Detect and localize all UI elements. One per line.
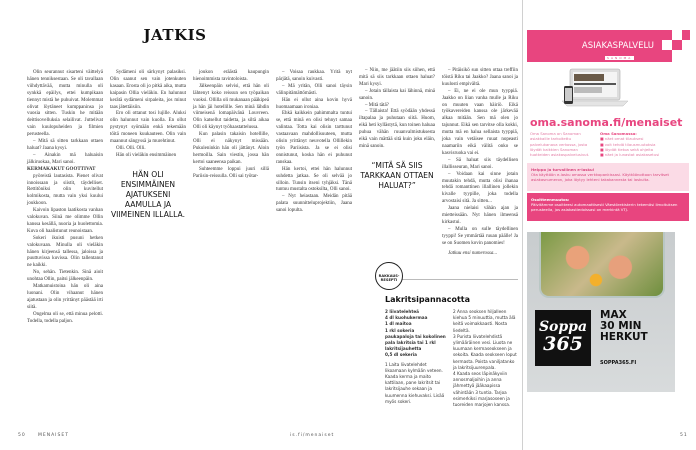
article-paragraph: Jälkeenpäin selvisi, että hän oli lähtenyt koko reissun sen työpaikan vuoksi. Ollilla oli mukanaan pääkipeä ja hän jäi hotellille. Sen minä lähdin viimeisenä lomapäivänä Louvreen. Olin katsellut taidetta, ja siltä aikaa Olli oli käynyt työhaastattelussa. bbox=[193, 83, 269, 131]
recipe-step: 2 Anna seoksen hiljalleen kiehua 5 minuuttia, mutta älä keitä voimakkaasti. Nosta liedeltä. bbox=[453, 309, 516, 333]
soppa365-logo: Soppa 365 bbox=[535, 310, 591, 366]
article-paragraph: Sydämeni oli särkynyt palasiksi. Olin saanut sen vain jotenkuten kasaan. Erosta oli jo pitkä aika, mutta kaipasin Ollia vieläkin. En halunnut kerätä sydämeni sirpaleita, jos minut taas jätettäisiin. bbox=[110, 70, 186, 110]
ebill-box bbox=[527, 163, 689, 191]
ebill-title: Helppo ja turvallinen e-lasku! bbox=[531, 167, 595, 172]
recipe-step-1: 1 Laita liivatelehdet likoamaan kylmään veteen. Kaada kerma ja maito kattilaan, pane lakritsit tai lakritsijauhe sekaan ja kuumenna kiehuvaksi. Lisää myös sokeri. bbox=[385, 361, 445, 404]
site-url: is.fi/menaiset bbox=[290, 433, 335, 438]
article-paragraph: – Mä yritän, Olli sanoi täysin välinpitämättömästi. bbox=[276, 83, 352, 96]
article-paragraph: Hän oli vieläkin ensimmäinen bbox=[116, 152, 177, 158]
ingredient: 0,5 dl sekeria bbox=[385, 352, 417, 358]
article-paragraph: Sokeri ikuisti pusuni hetken valokuvaan. Minulla oli vieläkin hänen kirjeensä tallessa, jaloissa ja puuttuvissa kuvissa. Olin tallentanut ne kaikki. bbox=[27, 235, 103, 269]
article-paragraph: – Ainakin mä haluaisin jälkiruokaa, Mari sanoi. bbox=[27, 152, 103, 165]
pixel-square-icon bbox=[672, 40, 682, 50]
article-paragraph: – Nyt heiastaan. Meidän pitää palata suunnitteluprojektiin, Jaana sanoi lopulta. bbox=[276, 194, 352, 214]
address-change-box bbox=[527, 193, 689, 221]
page-number-right: 51 bbox=[680, 433, 688, 438]
magazine-name: MENAISET bbox=[38, 433, 69, 438]
list-item: ■ voit tehdä tilausmuutoksia bbox=[600, 142, 690, 147]
customer-service-banner bbox=[527, 30, 662, 62]
banner-title: ASIAKASPALVELU bbox=[581, 41, 654, 51]
article-paragraph: Hän ei ollut aina kovin hyvä huomaamaan ironiaa. bbox=[276, 97, 352, 110]
pixel-square-icon bbox=[662, 50, 672, 62]
pull-quote-1: HÄN OLI ENSIMMÄINEN AJATUKSENI AAMULLA JA VIIMEINEN ILLALLA. bbox=[110, 169, 186, 219]
article-paragraph: joukon eräästä kaupungin hienoimmista ravintoloista. bbox=[193, 70, 269, 82]
article-paragraph: Olin seurannut sisarteni väittelyä hänen tenniksestaan. Se oli tavallaan viihdyttävää, mutta minulla oli synkkä epäilys, ettei kumpikaan tiennyt mistä he puhuivat. Molemmat olivat löytäneet kumppaninsa jo vuosia sitten. Tuskin he mitään deittisovelluksia selailivat. Juttelivat vain kuulopuheiden ja filmien perusteella. bbox=[27, 70, 103, 138]
ingredient: 2 liivatelehteä bbox=[385, 309, 419, 314]
sanoma-brand: SANOMA bbox=[607, 56, 633, 60]
food-photo bbox=[539, 232, 665, 298]
article-paragraph: – Mulla on sulle täydellinen tyyppi! Se ymmärtää ruuan päälle! Ja se on Suomen kovin panomies! bbox=[442, 226, 518, 246]
article-paragraph: Ongelma oli se, että minua pelotti. Todella, todella paljon. bbox=[27, 311, 103, 324]
recipe-steps bbox=[453, 309, 517, 408]
ingredient: paukapaloja tai kokolinen pala lakritsia tai 1 rkl lakritsijauhetta bbox=[385, 333, 446, 352]
recipe-step: 3 Purista liivatelehdistä ylimääräinen vesi. Liuota ne kuumaan kermaseokseen ja sekoita. Kaada seokseen loput kermasta. Poista vaniljatanko ja lakritsijuurenpala. bbox=[453, 333, 517, 370]
article-column-2 bbox=[110, 70, 186, 230]
article-paragraph: Hän kertoi, ettei hän halunnut suhdetta jatkaa. Se oli selvää jo silloin. Tunsin itseni tyhjäksi. Tänä tuntuu mustalta ostoksilta, Olli sanoi. bbox=[276, 166, 352, 193]
article-paragraph: – Mitä tätä? bbox=[365, 102, 389, 108]
article-column-5 bbox=[359, 68, 435, 201]
article-column-3 bbox=[193, 70, 269, 181]
list-item: ■ näet omat tilauksesi bbox=[600, 136, 690, 141]
pull-quote-2: “MITÄ SÄ SIIS TARKKAAN OTTAEN HALUAT?” bbox=[360, 160, 434, 190]
article-paragraph: Matkamuistoina hän oli aina luonani. Olin vihaanut hänen ajatustaan ja olin yrittänyt päästää irti siitä. bbox=[27, 284, 103, 310]
article-paragraph: – Voidaan kai sinne jotain muutakin tehdä, mutta olisi ihanaa tehdä romanttinen illallinen jollekin kivalle tyypille, joka todella arvostaisi sitä. Ja sitten... bbox=[442, 171, 518, 205]
ingredient: 1 rkl sokeria bbox=[385, 327, 415, 333]
article-title: JATKIS bbox=[143, 26, 207, 44]
sidebar-intro: Oma Sanoma on Sanoman asiakkaille tarkoitettu palvelukanava verkossa, josta löydät kaikkien Sanoman tuotteiden asiakaspalvelusivut. bbox=[530, 131, 590, 158]
article-paragraph: – Voisaa raukkaa. Yritä nyt pärjätä, sanoin kuivasti. bbox=[276, 70, 352, 82]
ad-url: SOPPA365.FI bbox=[600, 360, 637, 366]
article-paragraph: Kun palasin takaisin hotellille, Olli ei näkynyt missään. Pukuleninkin hän oli jättänyt. Aloin hermoilla. Sain viestin, jossa hän kertoi saaneensa paikan. bbox=[193, 132, 269, 165]
article-paragraph: – Sä haluat siis täydellisen illallisseuran, Mari sanoi. bbox=[442, 157, 518, 170]
article-paragraph: – Pitäisikö sun sitten ottaa treffiin töistä Riku tai Jaakko? Jaana sanoi ja kuulosti empivältä. bbox=[442, 68, 518, 87]
list-item: ■ näet ja lunastat asiakasetusi bbox=[600, 152, 690, 157]
soppa365-ad bbox=[527, 232, 675, 392]
article-paragraph: – Jotain tällaista kai lähinnä, minä sanoin. bbox=[359, 88, 435, 101]
sanoma-url-link[interactable]: oma.sanoma.fi/menaiset bbox=[530, 116, 683, 129]
recipe-ingredients bbox=[385, 309, 449, 405]
article-paragraph: No, sehän. Tietenkin. Sinä aioit unohtaa Ollin, paitsi jälkeenpäin. bbox=[27, 270, 103, 283]
article-column-4 bbox=[276, 70, 352, 215]
article-column-6 bbox=[442, 68, 518, 257]
pixel-square-icon bbox=[662, 30, 672, 40]
continued-note: Jatkuu ensi numerossa... bbox=[448, 250, 498, 256]
ad-headline: MAX 30 MIN HERKUT bbox=[600, 309, 648, 343]
article-paragraph: Ero oli ottanut tosi lujille. Aluksi olin halunnut vain kuolla. En ollut pystynyt syömään enkä tekemään töitä moneen kuukauteen. Olin vain maannut sängyssä ja murehtinut. bbox=[110, 111, 186, 145]
article-paragraph: Ehkä kaikkein pahimmalta tuntui se, että minä en olisi tehnyt samaa valintaa. Totta kai olisin tarttunut vastaavaan mahdollisuuteen, mutta olisin yrittänyt neuvotella Ollillekin työn Pariisista. Ja se ei olisi onnistunut, koska hän ei puhunut ranskaa. bbox=[276, 111, 352, 165]
recipe-step: 4 Kaada seos läpinäkyviin annosmaljoihin ja anna jähmettyä jääkaapissa vähintään 3 tuntia. Tarjoa esimerkiksi marjasoseen ja tuoreiden marjojen kanssa. bbox=[453, 371, 511, 408]
article-column-1 bbox=[27, 70, 103, 326]
article-paragraph: – Tällaista! Että syödään yhdessä iltapalaa ja puhutaan siitä. Huom, eikä heti kyllästytä, kun toinen haluaa puhua vähän ruuanvalmistuksesta eikä vain mättää sitä kuin joku eläin, minä sanoin. bbox=[359, 109, 435, 149]
article-paragraph: – Ei, ne ei ole mun tyyppiä. Jaakko on liian vanha mulle ja Riku on muuten vaan häiriö. Eikä työkavereiden kanssa ole järkevää alkaa mitään. Sen mä olen jo tajunnut. Eikä sen tarvitse olla kokki, mutta mä en halua sellaista tyyppiä, joka vain vetäisee ruuat nopeasti naamariin eikä välitä onko se kasvisruoka vai ei. bbox=[442, 88, 518, 156]
recipe-badge: RAKKAUS-RESEPTI bbox=[375, 262, 403, 290]
address-title: Osoitteenmuutos: bbox=[531, 197, 570, 202]
pixel-square-icon bbox=[682, 30, 690, 40]
article-paragraph: Olli. Olli. Olli. bbox=[116, 145, 146, 151]
article-paragraph: pyöreistä lautasista. Pienet olivat innoissaan ja siistit, täydelliset. Rettitöniksi olin kuvitellut kolmikosta, mutta vain yksi kuului joukkoon. bbox=[27, 173, 103, 207]
article-paragraph: – Mitä sä sitten tarkkaan ottaen haluat? Jaana kysyi. bbox=[27, 139, 103, 151]
list-item: ■ löydät tietoa sekä ohjeita bbox=[600, 147, 690, 152]
page-spine bbox=[522, 0, 523, 450]
ebill-text: Ota käyttöön e-lasku omassa verkkopankissasi. Käyttöönottoon tarvitset asiakasnumeron, joka löytyy lehteni takakannesta tai laskulta. bbox=[531, 172, 669, 182]
article-paragraph: Kaivoin lipaston laatikosta vanhan valokuvan. Siinä me olimme Ollin kanssa kesällä, nuoria ja huolettomia. Kuva oli haalistunut reunoistaan. bbox=[27, 208, 103, 234]
laptop-icon bbox=[560, 68, 630, 108]
recipe-title: Lakritsipannacotta bbox=[385, 295, 471, 304]
ingredient: 4 dl kuohukermaa bbox=[385, 315, 428, 321]
list-title: Oma Sanomassa: bbox=[600, 131, 637, 136]
article-paragraph: Jaana nielaisi vähän ajan ja mietteissään. Nyt hänen ilmeensä kirkastui. bbox=[442, 206, 518, 225]
sidebar-list bbox=[600, 131, 690, 157]
ingredient: 1 dl maitoa bbox=[385, 321, 412, 327]
article-paragraph: KERMAKAKUT GOOTTIVAT bbox=[27, 166, 96, 172]
article-paragraph: Suhteemme loppui juuri sillä Pariisin-reissulla. Olli sai työtar- bbox=[193, 166, 269, 179]
address-text: Päivitämme osoitteesi automaattisesti Väestörekisterin tekemäsi ilmoituksen perusteella, jos asiakastiedoissasi on merkintä VTJ. bbox=[531, 202, 678, 212]
page-number-left: 50 bbox=[18, 433, 26, 438]
article-paragraph: – Niin, me jäätiin siis siihen, että mitä sä siis tarkkaan ottaen haluat? Mari kysyi. bbox=[359, 68, 435, 87]
